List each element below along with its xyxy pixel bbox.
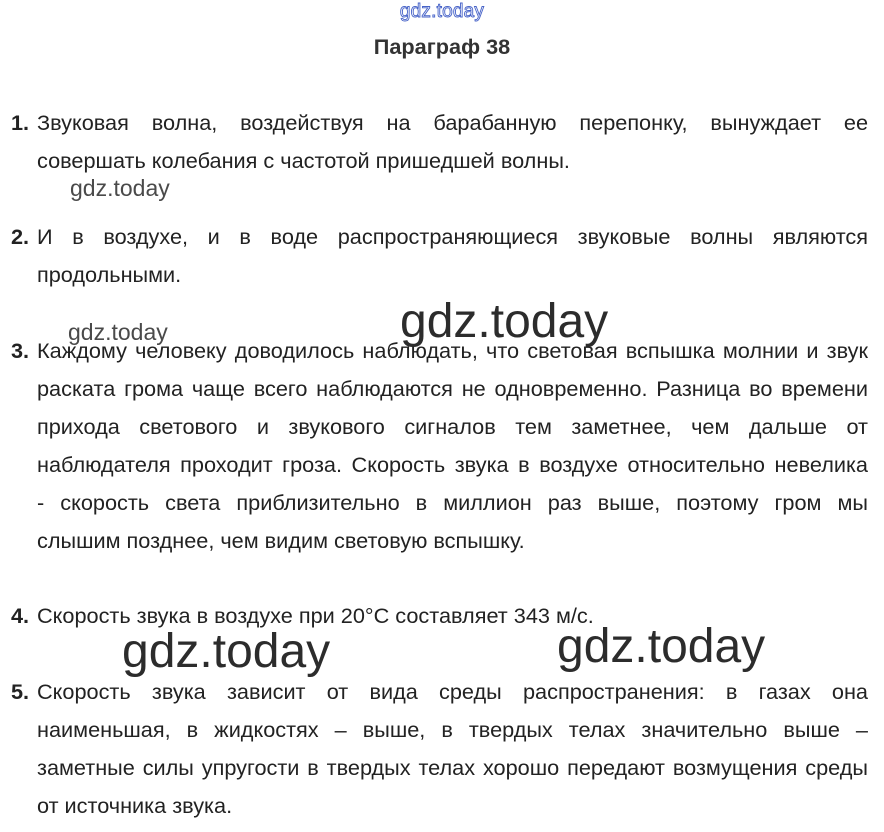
- watermark: gdz.today: [70, 175, 170, 201]
- item-number: 1.: [11, 110, 30, 135]
- page-title: Параграф 38: [373, 34, 511, 59]
- item-text: [37, 597, 868, 635]
- text-line: Скорость звука зависит от вида среды распространения: в газах она: [37, 679, 868, 704]
- text-line: раската грома чаще всего наблюдаются не одновременно. Разница во времени: [37, 376, 868, 401]
- text-line: от источника звука.: [37, 793, 233, 818]
- watermark: gdz.today: [122, 625, 331, 678]
- watermark-logo-top: gdz.today: [399, 1, 485, 22]
- text-line: слышим позднее, чем видим световую вспышку.: [37, 528, 525, 553]
- item-text: [37, 332, 868, 560]
- item-number: 4.: [11, 603, 30, 628]
- item-number: 3.: [11, 338, 30, 363]
- text-line: наблюдателя проходит гроза. Скорость звука в воздухе относительно невелика: [37, 452, 868, 477]
- text-line: Звуковая волна, воздействуя на барабанную перепонку, вынуждает ее: [37, 110, 868, 135]
- item-text: [37, 673, 868, 825]
- text-line: - скорость света приблизительно в миллион раз выше, поэтому гром мы: [37, 490, 868, 515]
- item-number: 5.: [11, 679, 30, 704]
- text-line: совершать колебания с частотой пришедшей волны.: [37, 148, 570, 173]
- text-line: И в воздухе, и в воде распространяющиеся звуковые волны являются: [37, 224, 868, 249]
- watermark: gdz.today: [557, 620, 766, 673]
- watermark: gdz.today: [400, 295, 609, 348]
- text-line: заметные силы упругости в твердых телах хорошо передают возмущения среды: [37, 755, 868, 780]
- item-text: [37, 218, 868, 294]
- watermark: gdz.today: [68, 319, 168, 345]
- item-text: [37, 104, 868, 180]
- item-number: 2.: [11, 224, 30, 249]
- text-line: Скорость звука в воздухе при 20°С составляет 343 м/с.: [37, 603, 594, 628]
- text-line: продольными.: [37, 262, 182, 287]
- text-line: прихода светового и звукового сигналов тем заметнее, чем дальше от: [37, 414, 868, 439]
- text-line: Каждому человеку доводилось наблюдать, что световая вспышка молнии и звук: [37, 338, 868, 363]
- text-line: наименьшая, в жидкостях – выше, в твердых телах значительно выше –: [37, 717, 868, 742]
